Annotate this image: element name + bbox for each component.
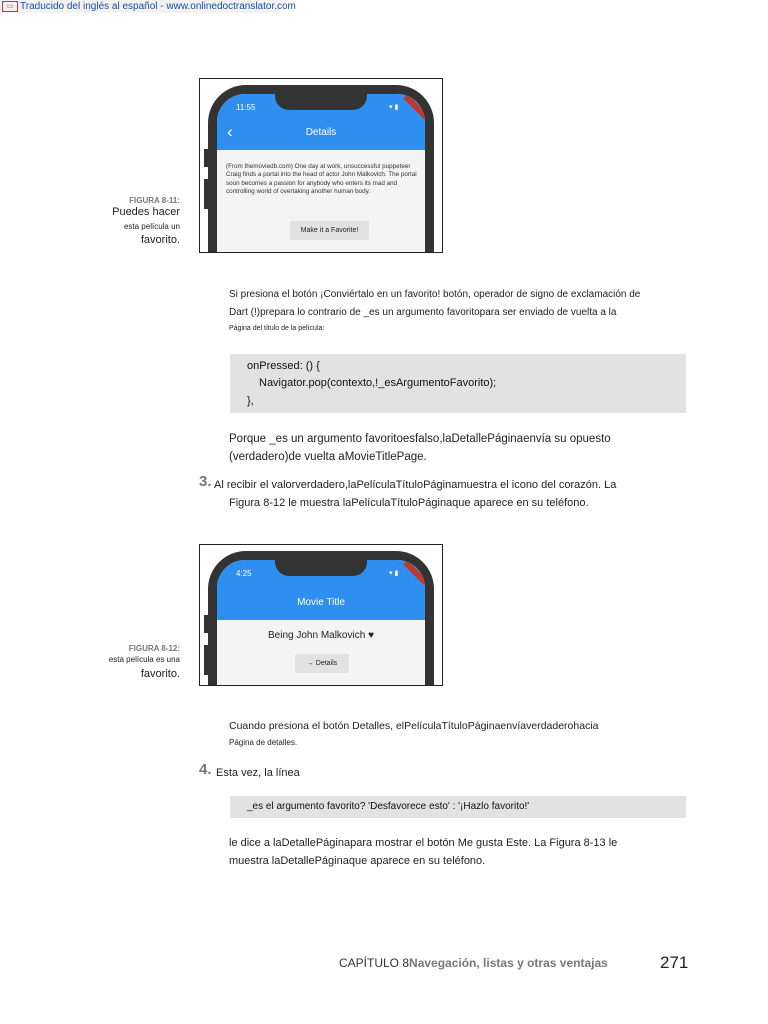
code-block-1 (230, 354, 686, 413)
footer-chapter-title: Navegación, listas y otras ventajas (409, 956, 608, 970)
step-3-number: 3. (199, 473, 212, 490)
figure-12-caption (60, 644, 180, 682)
paragraph-3 (229, 717, 699, 747)
step-3-line1: Al recibir el valorverdadero,laPelículaTítuloPáginamuestra el icono del corazón. La (214, 479, 617, 491)
status-icons: ▾ ▮ (389, 570, 399, 577)
phone-frame (208, 85, 434, 253)
movie-name: Being John Malkovich (268, 630, 366, 641)
paragraph-2-line2: (verdadero)de vuelta aMovieTitlePage. (229, 451, 427, 463)
details-button[interactable] (295, 654, 349, 673)
movie-description: (From themoviedb.com) One day at work, unsuccessful puppeteer Craig finds a portal into the head of actor John Malkovich. The portal soon becomes a passion for anybody who enters its mad and controlling world of overtaking another human body. (226, 163, 417, 195)
paragraph-4-line1: le dice a laDetallePáginapara mostrar el botón Me gusta Este. La Figura 8-13 le (229, 837, 618, 849)
figure-12-label: FIGURA 8-12: (128, 644, 180, 653)
make-favorite-button[interactable]: Make it a Favorite! (290, 221, 369, 240)
app-bar-title: Details (305, 127, 337, 138)
step-3-text (214, 476, 694, 494)
step-4-number: 4. (199, 761, 212, 778)
figure-12-image (199, 544, 443, 686)
paragraph-1-line2: Dart (!)prepara lo contrario de _es un argumento favoritopara ser enviado de vuelta a la (229, 307, 617, 318)
figure-11-label: FIGURA 8-11: (129, 196, 180, 205)
code-1-line1: onPressed: () { (247, 360, 320, 372)
paragraph-3-line2: Página de detalles. (229, 738, 298, 747)
paragraph-4 (229, 834, 699, 870)
step-3-text-cont (229, 494, 699, 512)
translator-logo-icon: ▭ (2, 1, 18, 12)
translator-banner-text: Traducido del inglés al español - www.onlinedoctranslator.com (20, 1, 296, 12)
movie-title-row (217, 630, 425, 641)
figure-11-caption (60, 196, 180, 248)
paragraph-4-line2: muestra laDetallePáginaque aparece en su teléfono. (229, 855, 486, 867)
paragraph-2-line1: Porque _es un argumento favoritoesfalso,laDetallePáginaenvía su opuesto (229, 433, 611, 445)
phone-frame (208, 551, 434, 686)
footer-chapter (339, 956, 608, 970)
translator-banner[interactable] (0, 0, 296, 13)
code-1-line2: Navigator.pop(contexto,!_esArgumentoFavorito); (259, 377, 497, 389)
code-block-2 (230, 796, 686, 818)
code-2-line1: _es el argumento favorito? 'Desfavorece esto' : '¡Hazlo favorito!' (247, 801, 530, 812)
footer-chapter-number: CAPÍTULO 8 (339, 956, 410, 970)
status-icons: ▾ ▮ (389, 104, 399, 111)
details-button-label: Details (315, 660, 338, 667)
paragraph-2 (229, 430, 699, 466)
figure-11-caption-line2: esta película un (123, 222, 180, 231)
status-time: 11:55 (236, 103, 256, 112)
figure-12-caption-line2: favorito. (140, 668, 180, 680)
arrow-right-icon: → (306, 660, 314, 667)
phone-notch (275, 560, 367, 576)
back-arrow-icon[interactable]: ‹ (227, 122, 233, 141)
paragraph-3-line1: Cuando presiona el botón Detalles, elPelículaTítuloPáginaenvíaverdaderohacia (229, 720, 599, 732)
paragraph-1-line3: Página del título de la película: (229, 325, 325, 332)
phone-screen (217, 94, 425, 253)
heart-icon[interactable]: ♥ (368, 630, 374, 641)
paragraph-1-line1: Si presiona el botón ¡Conviértalo en un favorito! botón, operador de signo de exclamación de (229, 289, 641, 300)
status-time: 4:25 (236, 569, 252, 578)
phone-notch (275, 94, 367, 110)
step-3-line2: Figura 8-12 le muestra laPelículaTítuloPáginaque aparece en su teléfono. (229, 497, 589, 509)
code-1-line3: }, (247, 395, 254, 407)
figure-12-caption-line1: esta película es una (108, 655, 180, 664)
paragraph-1 (229, 286, 699, 332)
step-4-text: Esta vez, la línea (216, 767, 300, 779)
phone-screen (217, 560, 425, 686)
page-number: 271 (660, 953, 689, 972)
figure-11-caption-line3: favorito. (140, 234, 180, 246)
app-bar-title: Movie Title (297, 597, 345, 608)
figure-11-caption-line1: Puedes hacer (112, 206, 180, 218)
figure-11-image (199, 78, 443, 253)
